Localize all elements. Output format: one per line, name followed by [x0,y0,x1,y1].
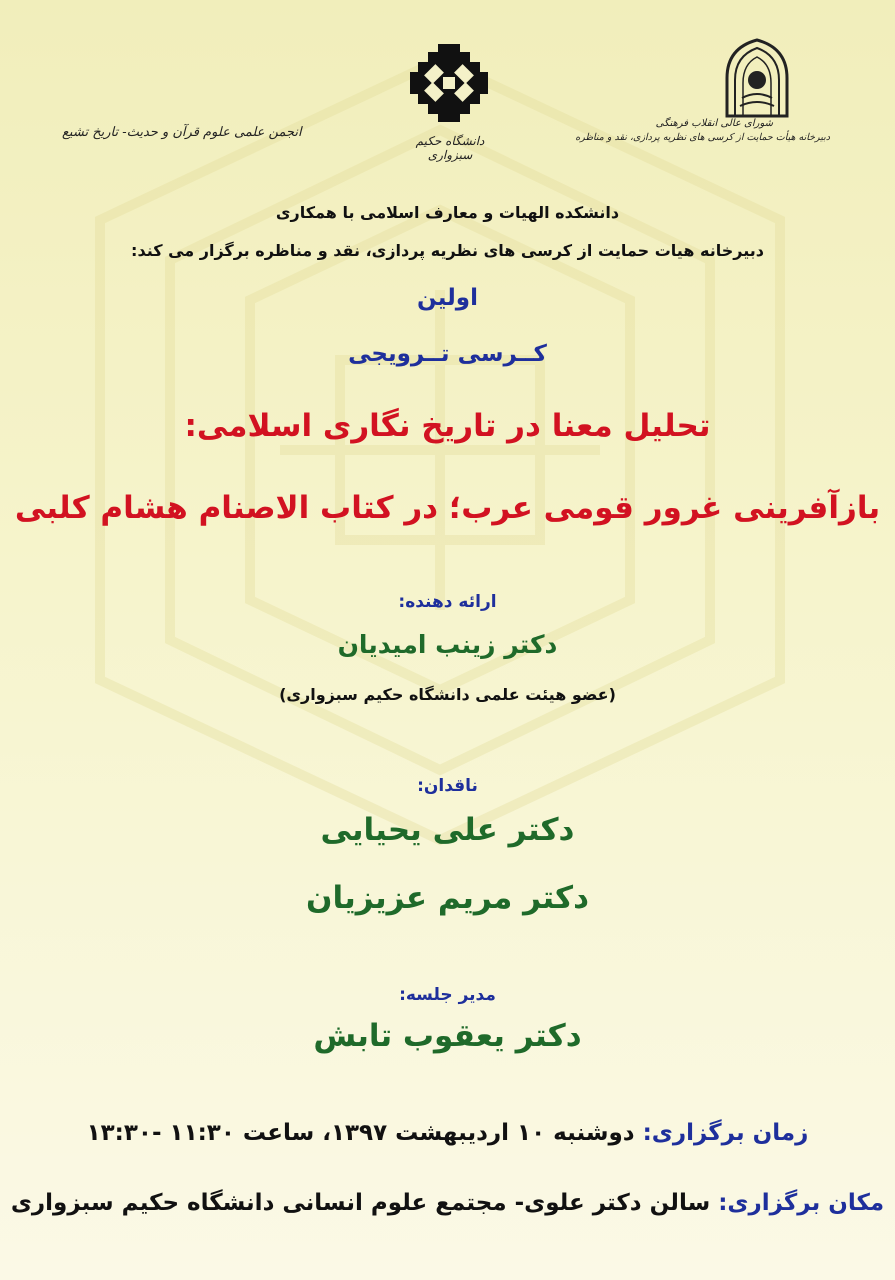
main-title-line-2: بازآفرینی غرور قومی عرب؛ در کتاب الاصنام هشام کلبی [14,490,881,526]
event-place [0,1190,895,1216]
council-emblem-icon [722,38,792,118]
event-place-value: سالن دکتر علوی- مجتمع علوم انسانی دانشگاه حکیم سبزواری [10,1190,711,1216]
presenter-name: دکتر زینب امیدیان [337,630,558,659]
secretariat-caption: دبیرخانه هیأت حمایت از کرسی های نظریه پردازی، نقد و مناظره [575,132,830,143]
critics-label: ناقدان: [417,776,478,796]
moderator-label: مدیر جلسه: [399,985,496,1005]
council-name-caption: شورای عالی انقلاب فرهنگی [655,118,773,129]
critic-name: دکتر علی یحیایی [320,812,575,848]
moderator-name: دکتر یعقوب تابش [313,1018,582,1054]
intro-line-2: دبیرخانه هیات حمایت از کرسی های نظریه پردازی، نقد و مناظره برگزار می کند: [131,241,764,260]
subtitle-first: اولین [417,285,478,311]
event-time-label: زمان برگزاری: [642,1120,809,1146]
event-time-value: دوشنبه ۱۰ اردیبهشت ۱۳۹۷، ساعت ۱۱:۳۰ -۱۳:۳۰ [86,1120,635,1146]
subtitle-chair-type: کــرسی تــرویجی [348,341,547,367]
intro-line-1: دانشکده الهیات و معارف اسلامی با همکاری [275,203,620,222]
main-title-line-1: تحلیل معنا در تاریخ نگاری اسلامی: [184,408,711,444]
university-logo-icon [408,42,490,124]
critic-name: دکتر مریم عزیزیان [305,880,589,916]
presenter-label: ارائه دهنده: [398,592,497,612]
left-organization-text: انجمن علمی علوم قرآن و حدیث- تاریخ تشیع [62,125,302,140]
university-logo-caption: دانشگاه حکیم سبزواری [415,134,485,162]
event-time [0,1120,895,1146]
background-emblem-watermark [80,40,800,860]
event-place-label: مکان برگزاری: [718,1190,885,1216]
presenter-affiliation: (عضو هیئت علمی دانشگاه حکیم سبزواری) [279,685,616,704]
